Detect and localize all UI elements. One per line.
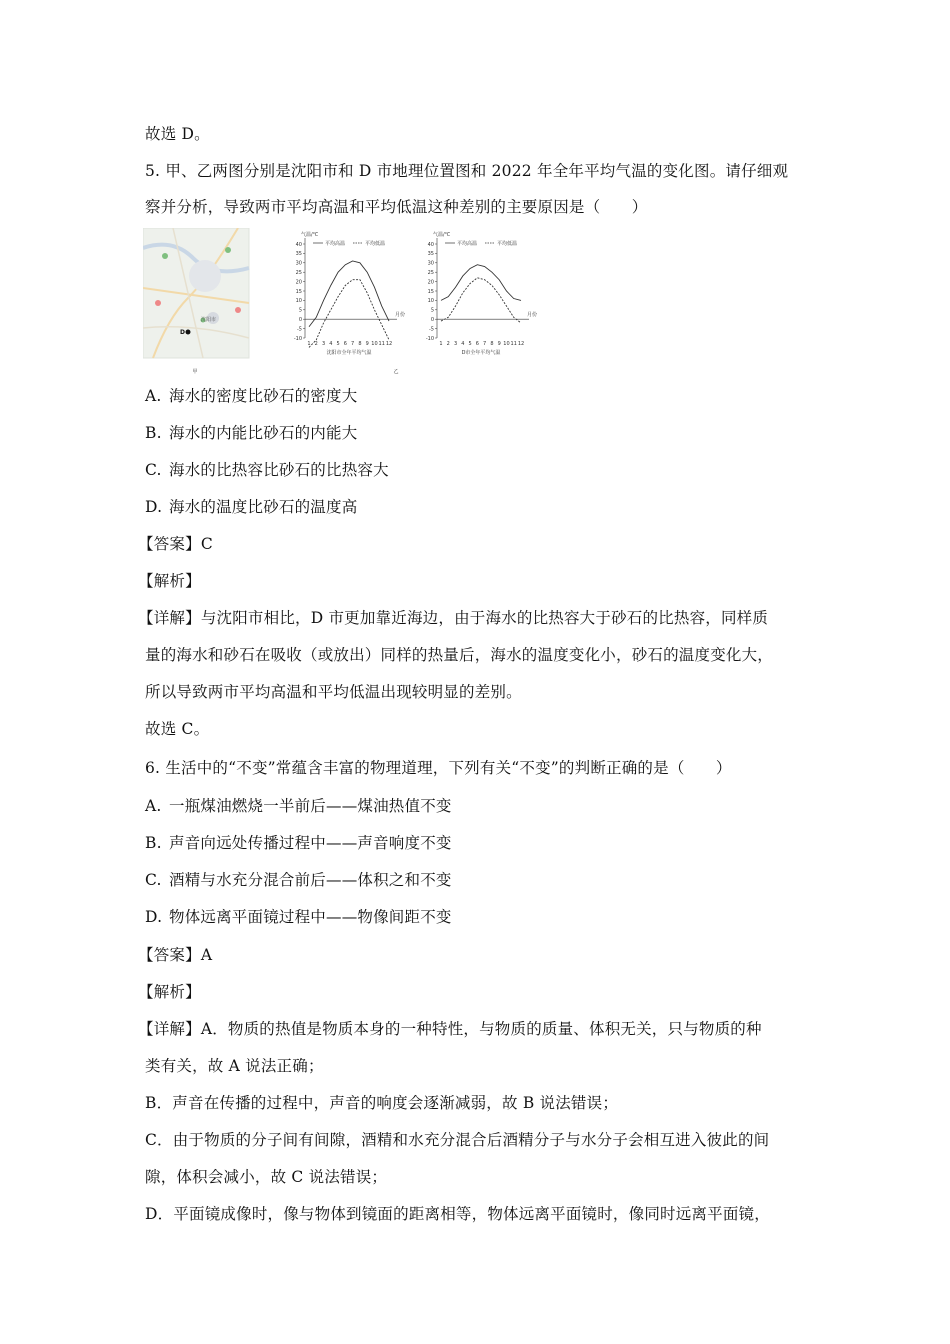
x-tick-label: 9 xyxy=(365,341,369,347)
map-poi-marker xyxy=(235,307,241,313)
q6-detail-line2: 类有关，故 A 说法正确； xyxy=(145,1057,324,1075)
q5-detail-line3: 所以导致两市平均高温和平均低温出现较明显的差别。 xyxy=(145,683,522,701)
chart-title: 沈阳市全年平均气温 xyxy=(326,350,372,356)
series-line-low xyxy=(441,278,521,323)
q5-stem-line2: 察并分析，导致两市平均高温和平均低温这种差别的主要原因是（ ） xyxy=(145,198,648,216)
q6-option-d: D. 物体远离平面镜过程中——物像间距不变 xyxy=(145,908,452,926)
y-tick-label: -5 xyxy=(297,326,302,333)
x-tick-label: 12 xyxy=(517,341,525,347)
x-tick-label: 5 xyxy=(336,341,340,347)
q6-detail-line3: B．声音在传播的过程中，声音的响度会逐渐减弱，故 B 说法错误； xyxy=(145,1094,619,1112)
y-tick-label: 25 xyxy=(427,270,434,276)
y-tick-label: -10 xyxy=(425,335,434,342)
y-tick-label: 20 xyxy=(295,279,302,286)
x-tick-label: 10 xyxy=(503,341,510,347)
x-tick-label: 5 xyxy=(468,341,472,347)
map-poi-marker xyxy=(155,300,161,306)
x-tick-label: 11 xyxy=(378,341,385,347)
x-tick-label: 8 xyxy=(358,341,362,347)
q6-analysis-heading: 【解析】 xyxy=(138,983,201,1001)
series-line-low xyxy=(309,280,389,348)
q5-option-a: A. 海水的密度比砂石的密度大 xyxy=(145,387,358,405)
y-axis-label: 气温/℃ xyxy=(433,232,451,238)
x-tick-label: 10 xyxy=(371,341,378,347)
map-city-d-label: D xyxy=(180,329,185,336)
y-tick-label: 5 xyxy=(430,307,434,314)
q5-option-c: C. 海水的比热容比砂石的比热容大 xyxy=(145,461,389,479)
x-tick-label: 7 xyxy=(351,341,355,347)
chart-shenyang xyxy=(294,231,405,356)
y-tick-label: 35 xyxy=(295,251,302,258)
legend-label: 平均高温 xyxy=(457,240,478,247)
q5-detail-line1: 【详解】与沈阳市相比，D 市更加靠近海边，由于海水的比热容大于砂石的比热容，同样质 xyxy=(138,609,769,627)
x-tick-label: 12 xyxy=(385,341,393,347)
series-line-high xyxy=(441,265,521,301)
q6-option-c: C. 酒精与水充分混合前后——体积之和不变 xyxy=(145,871,452,889)
q6-option-a: A. 一瓶煤油燃烧一半前后——煤油热值不变 xyxy=(145,797,452,815)
map-park-marker xyxy=(162,253,168,259)
x-tick-label: 3 xyxy=(453,341,458,347)
map-urban-area xyxy=(189,260,221,292)
x-tick-label: 4 xyxy=(461,341,465,347)
y-tick-label: 20 xyxy=(427,279,434,286)
q6-detail-line6: D．平面镜成像时，像与物体到镜面的距离相等，物体远离平面镜时，像同时远离平面镜， xyxy=(145,1205,770,1223)
y-tick-label: 10 xyxy=(427,298,434,305)
q5-answer: 【答案】C xyxy=(138,535,213,553)
y-tick-label: 0 xyxy=(298,317,302,323)
x-axis-label: 月份 xyxy=(395,312,406,319)
legend-label: 平均低温 xyxy=(365,240,386,247)
q5-detail-line2: 量的海水和砂石在吸收（或放出）同样的热量后，海水的温度变化小，砂石的温度变化大， xyxy=(145,646,774,664)
x-tick-label: 1 xyxy=(307,341,311,347)
y-tick-label: 35 xyxy=(427,251,434,258)
map-background xyxy=(143,228,249,358)
q6-stem: 6. 生活中的“不变”常蕴含丰富的物理道理，下列有关“不变”的判断正确的是（ ） xyxy=(145,759,732,777)
y-tick-label: 40 xyxy=(295,241,302,248)
legend-label: 平均高温 xyxy=(325,240,346,247)
figure-svg xyxy=(143,228,543,378)
chart-caption-label: 乙 xyxy=(393,369,399,375)
y-tick-label: 30 xyxy=(427,260,434,267)
q6-detail-line1: 【详解】A．物质的热值是物质本身的一种特性，与物质的质量、体积无关，只与物质的种 xyxy=(138,1020,762,1038)
x-tick-label: 9 xyxy=(497,341,501,347)
q5-option-b: B. 海水的内能比砂石的内能大 xyxy=(145,424,358,442)
x-axis-label: 月份 xyxy=(527,312,538,319)
map-city-d-marker xyxy=(186,330,191,335)
y-axis-label: 气温/℃ xyxy=(301,232,319,238)
y-tick-label: -10 xyxy=(293,335,302,342)
y-tick-label: 15 xyxy=(427,288,434,295)
y-tick-label: 10 xyxy=(295,298,302,305)
y-tick-label: 5 xyxy=(298,307,302,314)
map-figure xyxy=(143,228,249,358)
y-tick-label: 25 xyxy=(295,270,302,276)
map-park-marker xyxy=(225,247,231,253)
x-tick-label: 8 xyxy=(490,341,494,347)
x-tick-label: 3 xyxy=(321,341,326,347)
x-tick-label: 11 xyxy=(510,341,517,347)
q5-choose: 故选 C。 xyxy=(145,720,210,738)
q5-option-d: D. 海水的温度比砂石的温度高 xyxy=(145,498,358,516)
legend-label: 平均低温 xyxy=(497,240,518,247)
map-caption: 甲 xyxy=(192,369,198,375)
x-tick-label: 6 xyxy=(343,341,347,347)
chart-d-city xyxy=(426,231,537,356)
q5-stem-line1: 5. 甲、乙两图分别是沈阳市和 D 市地理位置图和 2022 年全年平均气温的变化图。请仔细观 xyxy=(145,162,789,180)
y-tick-label: 40 xyxy=(427,241,434,248)
doc-line: 故选 D。 xyxy=(145,125,210,143)
y-tick-label: -5 xyxy=(429,326,434,333)
q6-answer: 【答案】A xyxy=(138,946,213,964)
chart-title: D市全年平均气温 xyxy=(461,350,501,356)
q5-analysis-heading: 【解析】 xyxy=(138,572,201,590)
y-tick-label: 15 xyxy=(295,288,302,295)
y-tick-label: 0 xyxy=(430,317,434,323)
q5-figure xyxy=(143,228,543,378)
q6-detail-line4: C．由于物质的分子间有间隙，酒精和水充分混合后酒精分子与水分子会相互进入彼此的间 xyxy=(145,1131,770,1149)
x-tick-label: 2 xyxy=(314,341,318,347)
q6-detail-line5: 隙，体积会减小，故 C 说法错误； xyxy=(145,1168,388,1186)
series-line-high xyxy=(309,261,389,327)
x-tick-label: 6 xyxy=(475,341,479,347)
x-tick-label: 7 xyxy=(483,341,487,347)
x-tick-label: 1 xyxy=(439,341,443,347)
q6-option-b: B. 声音向远处传播过程中——声音响度不变 xyxy=(145,834,452,852)
y-tick-label: 30 xyxy=(295,260,302,267)
map-city-top-label: 沈阳市 xyxy=(201,317,217,323)
x-tick-label: 4 xyxy=(329,341,333,347)
x-tick-label: 2 xyxy=(446,341,450,347)
